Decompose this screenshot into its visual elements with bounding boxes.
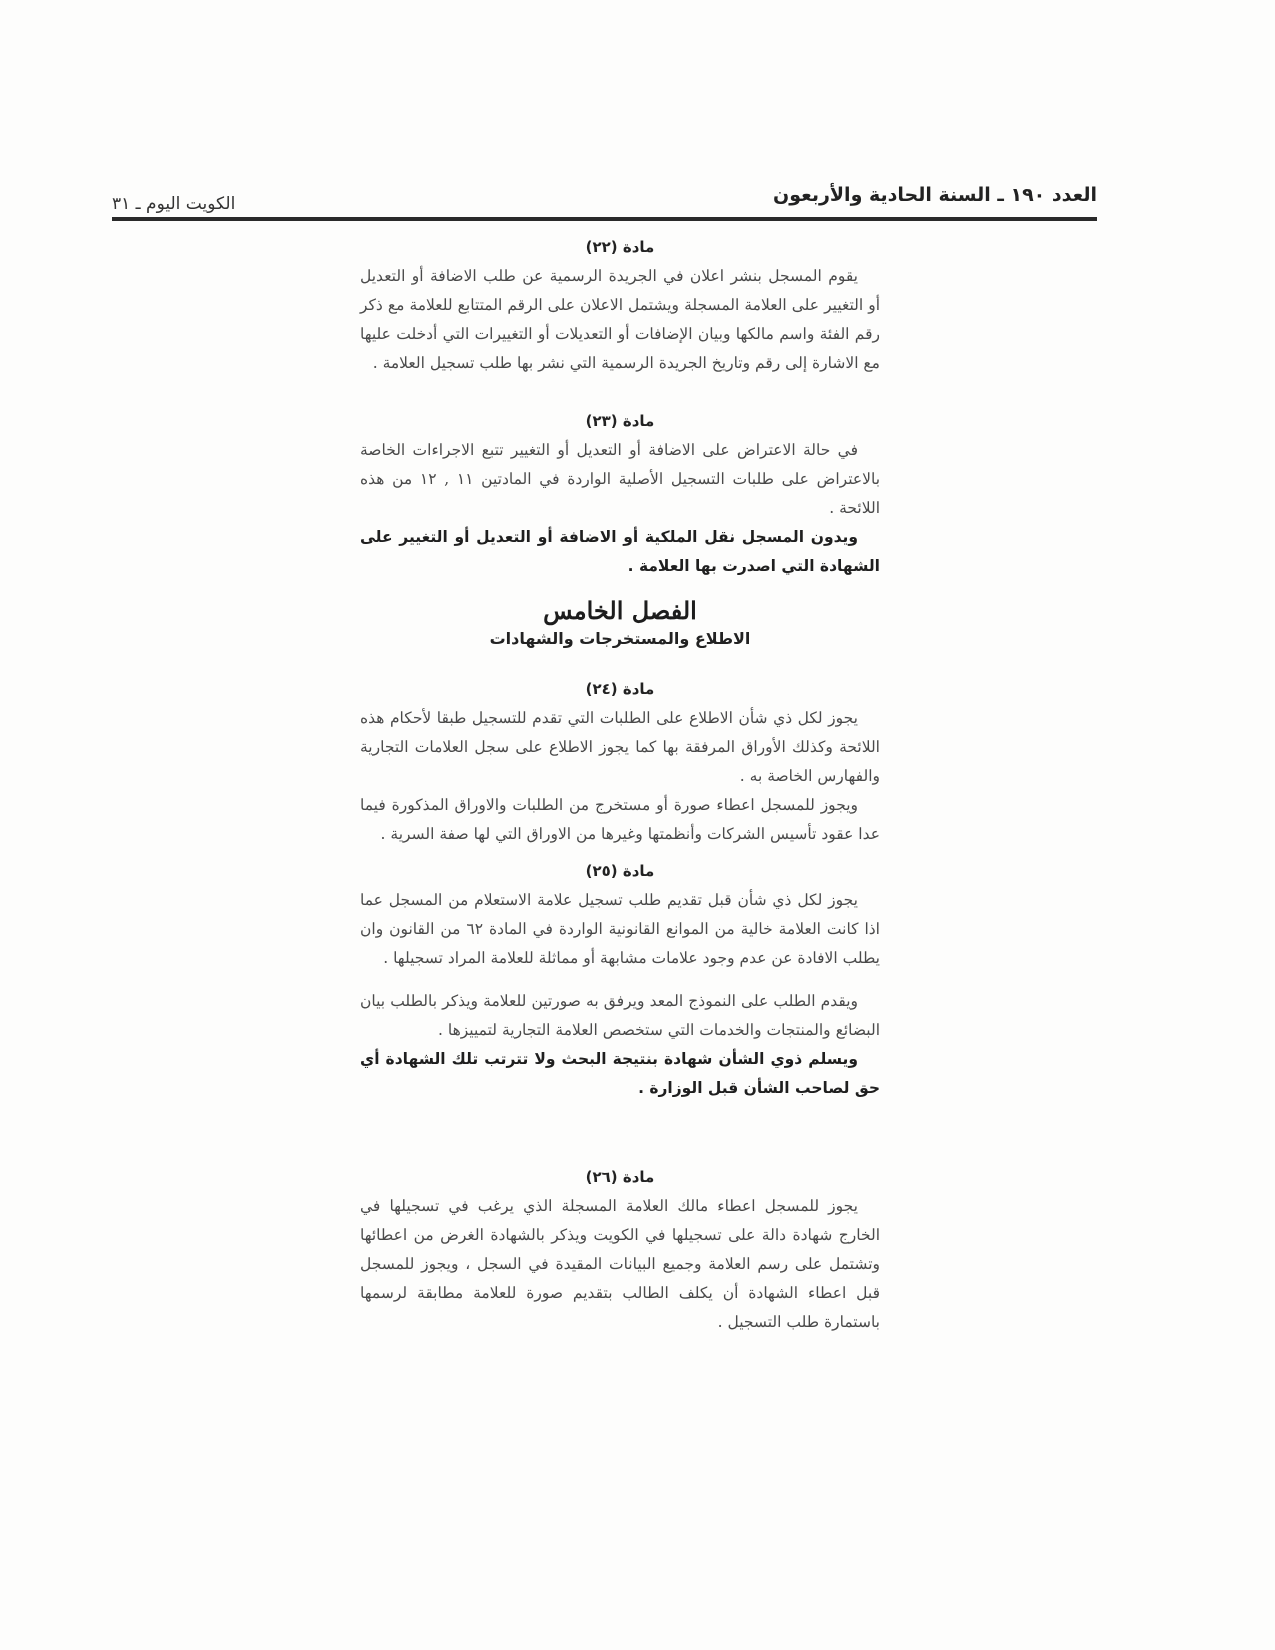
page-header [112,180,1097,220]
page-number-label: الكويت اليوم ـ ٣١ [112,194,236,214]
article-26 [360,1168,880,1337]
article-23-paragraph-1: في حالة الاعتراض على الاضافة أو التعديل أو التغيير تتبع الاجراءات الخاصة بالاعتراض على طلبات التسجيل الأصلية الواردة في المادتين ١١ , ١٢ من هذه اللائحة . [360,441,881,517]
article-23-title: مادة (٢٣) [585,412,655,430]
article-25-paragraph-2: ويقدم الطلب على النموذج المعد ويرفق به صورتين للعلامة ويذكر بالطلب بيان البضائع والمنتجات والخدمات التي ستخصص العلامة التجارية لتمييزها . [360,992,880,1039]
chapter-title: الفصل الخامس [543,596,697,625]
chapter-heading [360,596,880,648]
article-25 [360,862,880,1103]
article-22-paragraph-1: يقوم المسجل بنشر اعلان في الجريدة الرسمية عن طلب الاضافة أو التعديل أو التغيير على العلامة المسجلة ويشتمل الاعلان على الرقم المتتابع للعلامة مع ذكر رقم الفئة واسم مالكها وبيان الإضافات أو التعديلات أو التغييرات التي أدخلت عليها مع الاشارة إلى رقم وتاريخ الجريدة الرسمية التي نشر بها طلب تسجيل العلامة . [360,267,880,372]
article-26-title: مادة (٢٦) [585,1168,655,1186]
article-22-title: مادة (٢٢) [585,238,655,256]
chapter-subtitle: الاطلاع والمستخرجات والشهادات [489,629,751,648]
article-25-paragraph-3: ويسلم ذوي الشأن شهادة بنتيجة البحث ولا تترتب تلك الشهادة أي حق لصاحب الشأن قبل الوزارة . [360,1050,880,1097]
article-24-paragraph-2: ويجوز للمسجل اعطاء صورة أو مستخرج من الطلبات والاوراق المذكورة فيما عدا عقود تأسيس الشركات وأنظمتها وغيرها من الاوراق التي لها صفة السرية . [360,796,880,843]
article-24-title: مادة (٢٤) [585,680,655,698]
paragraph-spacer [360,973,880,987]
article-23 [360,412,880,581]
article-25-title: مادة (٢٥) [585,862,655,880]
issue-label: العدد ١٩٠ ـ السنة الحادية والأربعون [772,184,1097,206]
header-rule [112,217,1097,221]
article-22 [360,238,880,378]
article-26-paragraph-1: يجوز للمسجل اعطاء مالك العلامة المسجلة الذي يرغب في تسجيلها في الخارج شهادة دالة على تسجيلها في الكويت ويذكر بالشهادة الغرض من اعطائها وتشتمل على رسم العلامة وجميع البيانات المقيدة في السجل ، ويجوز للمسجل قبل اعطاء الشهادة أن يكلف الطالب بتقديم صورة للعلامة مطابقة لرسمها باستمارة طلب التسجيل . [360,1197,880,1331]
article-23-paragraph-2: ويدون المسجل نقل الملكية أو الاضافة أو التعديل أو التغيير على الشهادة التي اصدرت بها العلامة . [360,528,880,575]
article-24-paragraph-1: يجوز لكل ذي شأن الاطلاع على الطلبات التي تقدم للتسجيل طبقا لأحكام هذه اللائحة وكذلك الأوراق المرفقة بها كما يجوز الاطلاع على سجل العلامات التجارية والفهارس الخاصة به . [360,709,880,785]
article-25-paragraph-1: يجوز لكل ذي شأن قبل تقديم طلب تسجيل علامة الاستعلام من المسجل عما اذا كانت العلامة خالية من الموانع القانونية الواردة في المادة ٦٢ من القانون وان يطلب الافادة عن عدم وجود علامات مشابهة أو مماثلة للعلامة المراد تسجيلها . [360,891,880,967]
article-24 [360,680,880,849]
